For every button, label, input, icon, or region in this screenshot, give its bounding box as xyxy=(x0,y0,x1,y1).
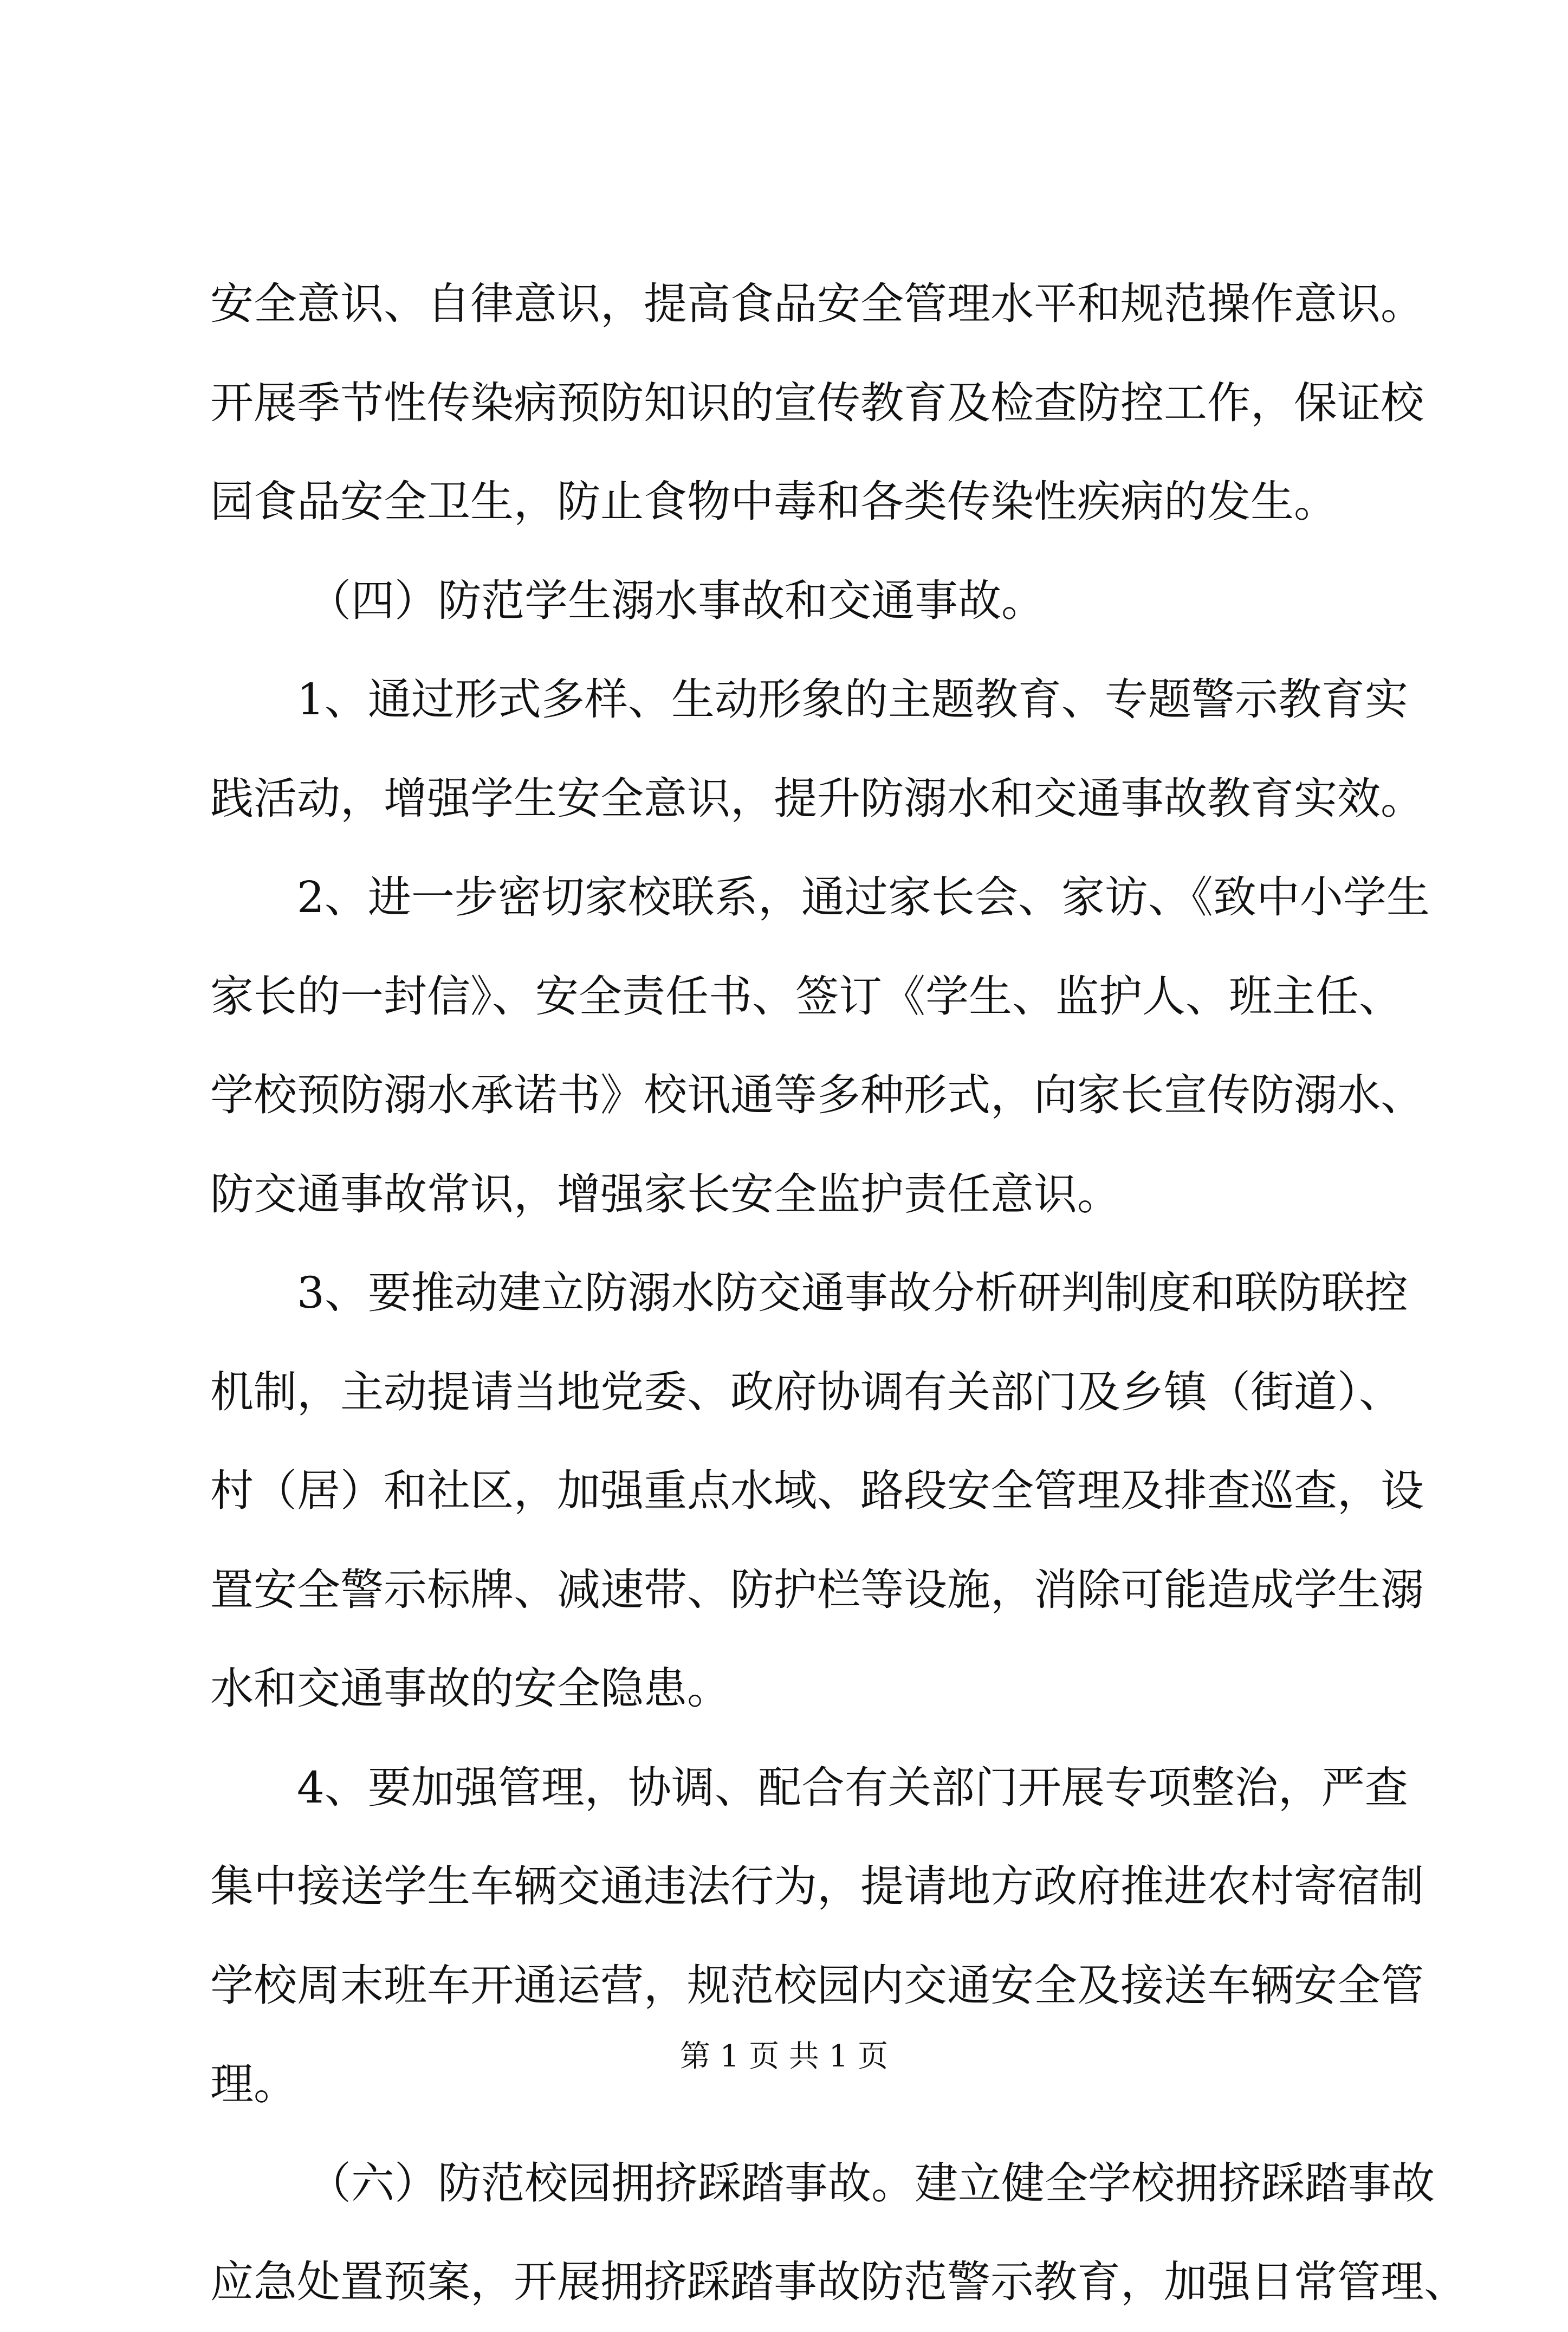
text-line: 机制，主动提请当地党委、政府协调有关部门及乡镇（街道）、 xyxy=(210,1366,1402,1417)
text-line: 水和交通事故的安全隐患。 xyxy=(210,1663,730,1714)
text-line: 开展季节性传染病预防知识的宣传教育及检查防控工作，保证校 xyxy=(210,377,1424,428)
document-body xyxy=(210,255,1467,2332)
text-line: 集中接送学生车辆交通违法行为，提请地方政府推进农村寄宿制 xyxy=(210,1861,1424,1911)
text-line: 理。 xyxy=(210,2059,297,2109)
text-line: 4、要加强管理，协调、配合有关部门开展专项整治，严查 xyxy=(297,1762,1408,1813)
text-line: 置安全警示标牌、减速带、防护栏等设施，消除可能造成学生溺 xyxy=(210,1564,1424,1615)
text-line: 3、要推动建立防溺水防交通事故分析研判制度和联防联控 xyxy=(297,1268,1408,1318)
text-line: 2、进一步密切家校联系，通过家长会、家访、《致中小学生 xyxy=(297,872,1430,922)
text-line: 应急处置预案，开展拥挤踩踏事故防范警示教育，加强日常管理、 xyxy=(210,2257,1467,2307)
text-line: 践活动，增强学生安全意识，提升防溺水和交通事故教育实效。 xyxy=(210,773,1424,824)
text-line: 防交通事故常识，增强家长安全监护责任意识。 xyxy=(210,1168,1120,1219)
section-heading: （四）防范学生溺水事故和交通事故。 xyxy=(308,575,1045,626)
text-line: 学校预防溺水承诺书》校讯通等多种形式，向家长宣传防溺水、 xyxy=(210,1070,1424,1120)
text-line: 安全意识、自律意识，提高食品安全管理水平和规范操作意识。 xyxy=(210,279,1424,329)
text-line: 园食品安全卫生，防止食物中毒和各类传染性疾病的发生。 xyxy=(210,476,1337,527)
text-line: 学校周末班车开通运营，规范校园内交通安全及接送车辆安全管 xyxy=(210,1960,1424,2011)
text-line: 村（居）和社区，加强重点水域、路段安全管理及排查巡查，设 xyxy=(210,1465,1424,1516)
page-footer: 第 1 页 共 1 页 xyxy=(679,2039,889,2074)
text-line: 家长的一封信》、安全责任书、签订《学生、监护人、班主任、 xyxy=(210,971,1402,1022)
text-line: 1、通过形式多样、生动形象的主题教育、专题警示教育实 xyxy=(297,674,1408,725)
section-heading: （六）防范校园拥挤踩踏事故。建立健全学校拥挤踩踏事故 xyxy=(308,2157,1435,2208)
